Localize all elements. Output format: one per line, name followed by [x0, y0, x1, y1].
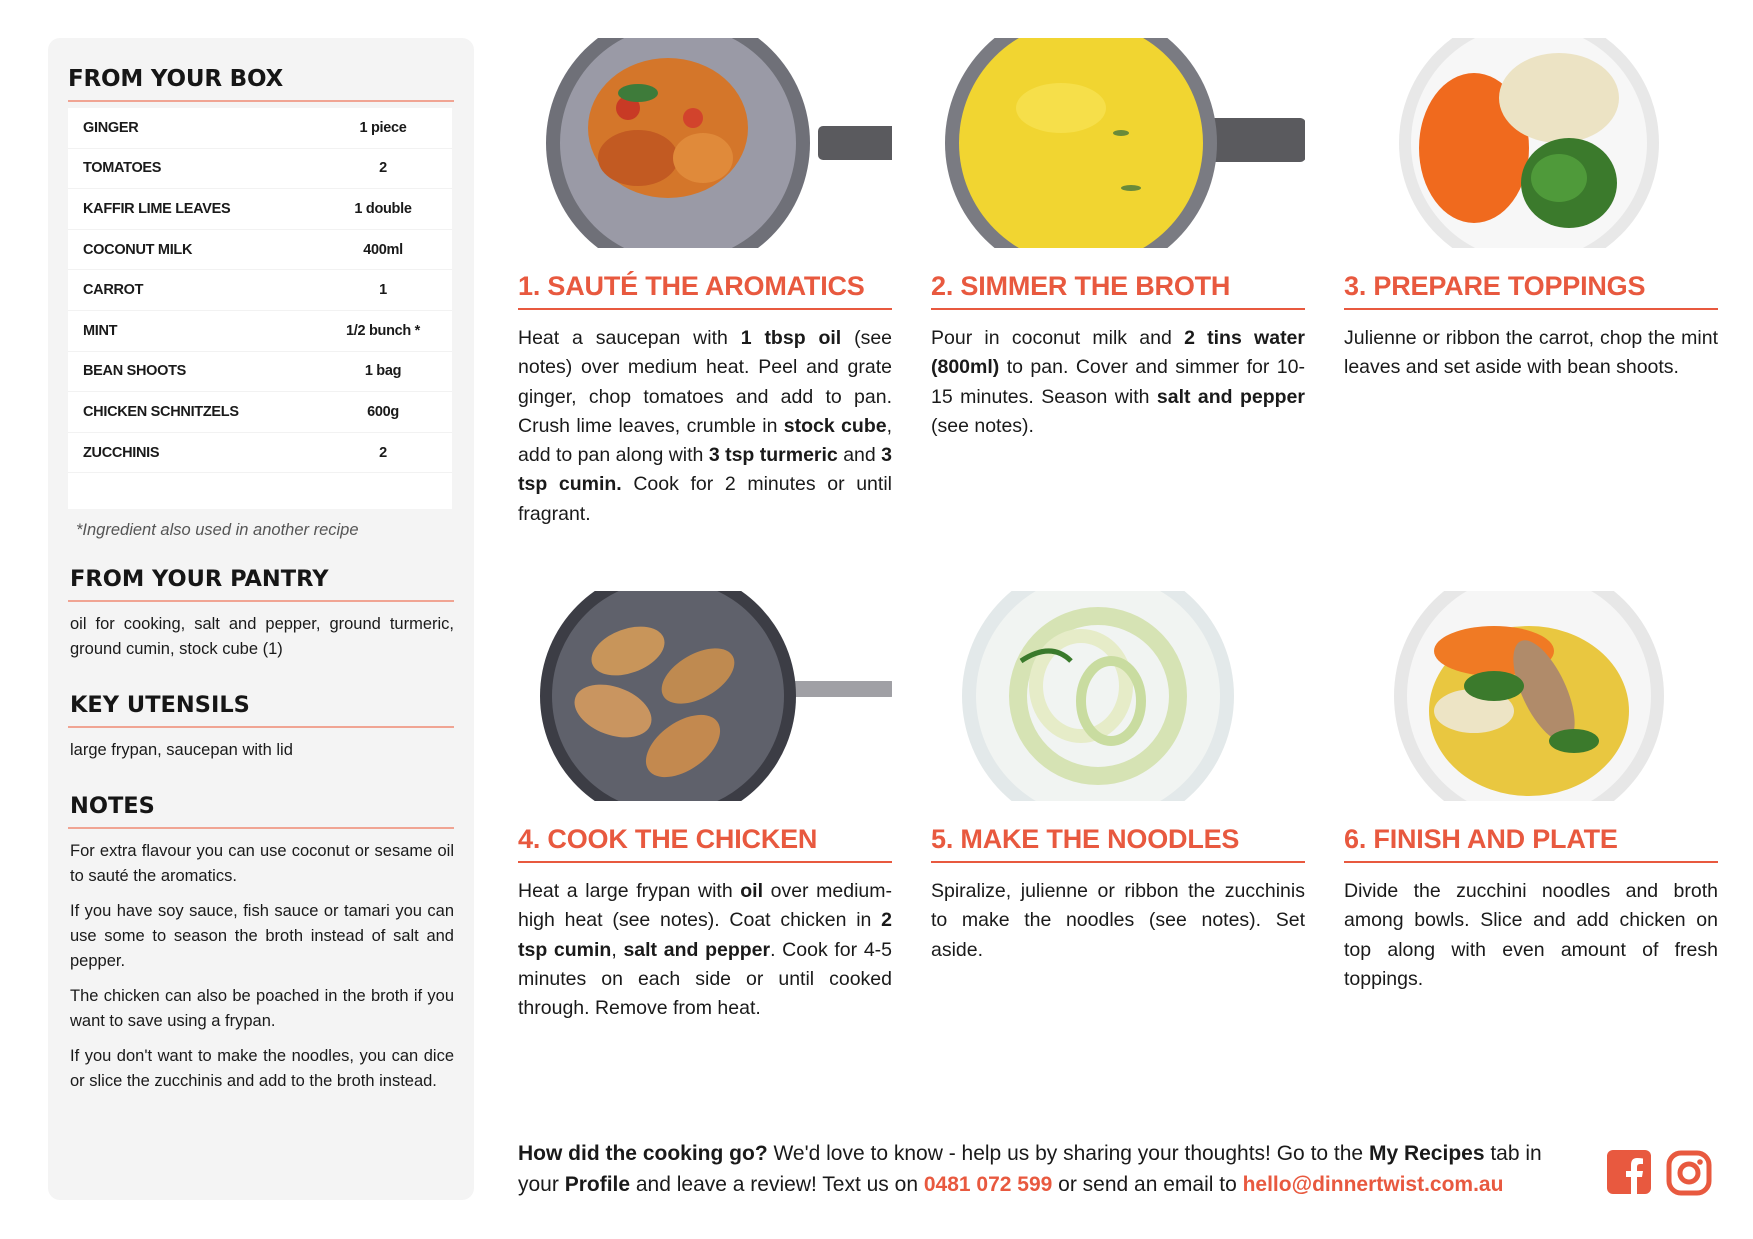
- step-1: [518, 38, 892, 529]
- step-3-title: 3. PREPARE TOPPINGS: [1344, 271, 1718, 310]
- step-text-run: ,: [611, 938, 624, 961]
- phone-link[interactable]: 0481 072 599: [923, 1173, 1053, 1196]
- step-bold-text: 3 tsp turmeric: [708, 444, 838, 467]
- ingredients-table: [68, 108, 452, 473]
- ingredient-name: BEAN SHOOTS: [68, 351, 314, 392]
- step-text-run: Julienne or ribbon the carrot, chop the mint leaves and set aside with bean shoots.: [1344, 327, 1718, 379]
- step-3-text: [1344, 324, 1718, 383]
- step-text-run: Divide the zucchini noodles and broth among bowls. Slice and add chicken on top along with even amount of fresh toppings.: [1344, 880, 1718, 990]
- footer-question: How did the cooking go?: [518, 1142, 768, 1165]
- step-6-title: 6. FINISH AND PLATE: [1344, 824, 1718, 863]
- utensils-section: [68, 692, 454, 763]
- table-spacer: [68, 473, 452, 509]
- step-5-photo: [931, 591, 1305, 801]
- step-1-photo: [518, 38, 892, 248]
- ingredient-name: COCONUT MILK: [68, 229, 314, 270]
- step-text-run: Pour in coconut milk and: [931, 327, 1185, 349]
- ingredient-row: [68, 229, 452, 270]
- step-text-run: , add to pan along with: [518, 414, 892, 467]
- step-bold-text: salt and pepper: [623, 938, 771, 961]
- ingredient-qty: 600g: [314, 392, 452, 433]
- step-6: [1344, 591, 1718, 994]
- profile-label: Profile: [564, 1173, 631, 1196]
- ingredient-row: [68, 351, 452, 392]
- footnote: *Ingredient also used in another recipe: [76, 521, 359, 540]
- ingredient-qty: 1 double: [314, 189, 452, 230]
- step-text-run: Cook for 2 minutes or until fragrant.: [518, 473, 892, 525]
- ingredient-qty: 1/2 bunch *: [314, 310, 452, 351]
- step-text-run: and: [837, 444, 882, 467]
- step-1-text: [518, 324, 892, 529]
- ingredients-sidebar: [48, 38, 474, 1200]
- step-4-title: 4. COOK THE CHICKEN: [518, 824, 892, 863]
- step-text-run: Heat a large frypan with: [518, 880, 741, 902]
- ingredient-qty: 1: [314, 270, 452, 311]
- footer-text-4: or send an email to: [1052, 1173, 1243, 1196]
- footer-text-1: We'd love to know - help us by sharing your thoughts! Go to the: [767, 1142, 1369, 1165]
- note-item: For extra flavour you can use coconut or sesame oil to sauté the aromatics.: [70, 842, 454, 886]
- step-2-title: 2. SIMMER THE BROTH: [931, 271, 1305, 310]
- ingredient-qty: 1 piece: [314, 108, 452, 148]
- ingredient-qty: 2: [314, 432, 452, 473]
- step-4-photo: [518, 591, 892, 801]
- step-text-run: Heat a saucepan with: [518, 327, 741, 349]
- step-4: [518, 591, 892, 1023]
- step-bold-text: 2 tins water (800ml): [931, 327, 1305, 379]
- ingredient-row: [68, 108, 452, 148]
- instagram-icon[interactable]: [1666, 1150, 1712, 1201]
- box-title: FROM YOUR BOX: [68, 66, 454, 102]
- step-4-text: [518, 877, 892, 1023]
- step-bold-text: oil: [740, 880, 764, 902]
- step-text-run: over medium-high heat (see notes). Coat chicken in: [518, 880, 892, 932]
- ingredient-row: [68, 310, 452, 351]
- facebook-icon[interactable]: [1607, 1150, 1651, 1199]
- step-text-run: . Cook for 4-5 minutes on each side or until cooked through. Remove from heat.: [518, 938, 892, 1020]
- step-6-text: [1344, 877, 1718, 994]
- step-2-photo: [931, 38, 1305, 248]
- ingredient-row: [68, 392, 452, 433]
- utensils-text: large frypan, saucepan with lid: [70, 741, 293, 760]
- step-2: [931, 38, 1305, 441]
- note-item: If you don't want to make the noodles, you can dice or slice the zucchinis and add to the broth instead.: [70, 1047, 454, 1091]
- footer-text-2: tab in your: [518, 1142, 1542, 1196]
- ingredient-row: [68, 189, 452, 230]
- ingredient-row: [68, 432, 452, 473]
- ingredient-name: ZUCCHINIS: [68, 432, 314, 473]
- ingredient-row: [68, 270, 452, 311]
- step-text-run: to pan. Cover and simmer for 10-15 minutes. Season with: [931, 356, 1305, 408]
- note-item: The chicken can also be poached in the broth if you want to save using a frypan.: [70, 987, 454, 1031]
- step-1-title: 1. SAUTÉ THE AROMATICS: [518, 271, 892, 310]
- footer-text-3: and leave a review! Text us on: [630, 1173, 924, 1196]
- notes-section: [68, 793, 454, 1094]
- step-bold-text: 1 tbsp oil: [740, 327, 842, 349]
- step-2-text: [931, 324, 1305, 441]
- pantry-text: oil for cooking, salt and pepper, ground turmeric, ground cumin, stock cube (1): [70, 615, 454, 659]
- step-text-run: (see notes) over medium heat. Peel and grate ginger, chop tomatoes and add to pan. Crush lime leaves, crumble in: [518, 327, 893, 437]
- utensils-title: KEY UTENSILS: [68, 692, 454, 728]
- step-bold-text: 2 tsp cumin: [518, 909, 892, 961]
- ingredient-name: TOMATOES: [68, 148, 314, 189]
- step-bold-text: stock cube: [783, 414, 887, 437]
- step-bold-text: 3 tsp cumin.: [518, 444, 893, 496]
- email-link[interactable]: hello@dinnertwist.com.au: [1242, 1173, 1504, 1196]
- ingredient-name: CARROT: [68, 270, 314, 311]
- step-5: [931, 591, 1305, 965]
- ingredient-row: [68, 148, 452, 189]
- step-3-photo: [1344, 38, 1718, 248]
- note-item: If you have soy sauce, fish sauce or tamari you can use some to season the broth instead of salt and pepper.: [70, 902, 454, 971]
- step-5-title: 5. MAKE THE NOODLES: [931, 824, 1305, 863]
- pantry-section: [68, 566, 454, 662]
- step-text-run: (see notes).: [931, 414, 1034, 437]
- step-bold-text: salt and pepper: [1156, 385, 1305, 408]
- ingredient-name: KAFFIR LIME LEAVES: [68, 189, 314, 230]
- step-3: [1344, 38, 1718, 383]
- feedback-footer: [518, 1138, 1578, 1200]
- notes-title: NOTES: [68, 793, 454, 829]
- ingredient-name: MINT: [68, 310, 314, 351]
- ingredient-name: CHICKEN SCHNITZELS: [68, 392, 314, 433]
- ingredient-qty: 1 bag: [314, 351, 452, 392]
- step-5-text: [931, 877, 1305, 965]
- step-text-run: Spiralize, julienne or ribbon the zucchinis to make the noodles (see notes). Set aside.: [931, 880, 1305, 961]
- ingredient-name: GINGER: [68, 108, 314, 148]
- my-recipes-label: My Recipes: [1368, 1142, 1485, 1165]
- ingredient-qty: 400ml: [314, 229, 452, 270]
- step-6-photo: [1344, 591, 1718, 801]
- ingredient-qty: 2: [314, 148, 452, 189]
- pantry-title: FROM YOUR PANTRY: [68, 566, 454, 602]
